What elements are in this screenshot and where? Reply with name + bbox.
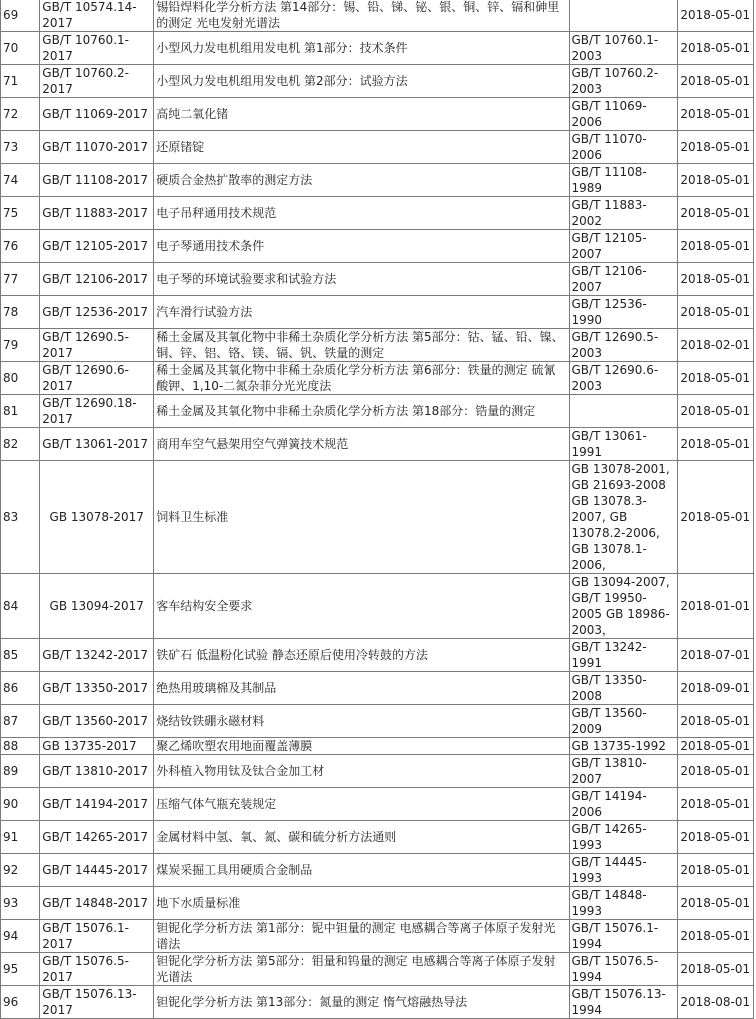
standard-title-cell: 外科植入物用钛及钛合金加工材 — [154, 755, 568, 787]
standard-title-cell: 煤炭采掘工具用硬质合金制品 — [154, 854, 568, 886]
replaced-standard-cell: GB/T 13560-2009 — [570, 705, 678, 737]
replaced-standard-cell: GB/T 13061-1991 — [570, 428, 678, 460]
standard-code-link[interactable]: GB/T 13061-2017 — [40, 428, 153, 460]
standard-code-link[interactable]: GB/T 11883-2017 — [40, 197, 153, 229]
replaced-standard-cell: GB/T 12105-2007 — [570, 230, 678, 262]
standard-title-cell: 高纯二氧化锗 — [154, 98, 568, 130]
row-number-cell: 95 — [1, 953, 39, 985]
standard-code-link[interactable]: GB/T 13350-2017 — [40, 672, 153, 704]
standard-title-cell: 钽铌化学分析方法 第1部分：铌中钽量的测定 电感耦合等离子体原子发射光谱法 — [154, 920, 568, 952]
standard-code-link[interactable]: GB/T 15076.5-2017 — [40, 953, 153, 985]
row-number-cell: 92 — [1, 854, 39, 886]
effective-date-cell: 2018-08-01 — [678, 986, 753, 1018]
effective-date-cell: 2018-05-01 — [678, 428, 753, 460]
row-number-cell: 89 — [1, 755, 39, 787]
effective-date-cell: 2018-05-01 — [678, 65, 753, 97]
row-number-cell: 94 — [1, 920, 39, 952]
replaced-standard-cell: GB/T 14194-2006 — [570, 788, 678, 820]
row-number-cell: 79 — [1, 329, 39, 361]
table-row — [1, 65, 753, 97]
table-row — [1, 263, 753, 295]
table-row — [1, 329, 753, 361]
effective-date-cell: 2018-05-01 — [678, 98, 753, 130]
standard-title-cell: 电子吊秤通用技术规范 — [154, 197, 568, 229]
row-number-cell: 81 — [1, 395, 39, 427]
replaced-standard-cell: GB/T 12690.5-2003 — [570, 329, 678, 361]
row-number-cell: 69 — [1, 0, 39, 31]
replaced-standard-cell: GB/T 14445-1993 — [570, 854, 678, 886]
standard-title-cell: 电子琴的环境试验要求和试验方法 — [154, 263, 568, 295]
row-number-cell: 75 — [1, 197, 39, 229]
row-number-cell: 80 — [1, 362, 39, 394]
replaced-standard-cell: GB/T 12690.6-2003 — [570, 362, 678, 394]
replaced-standard-cell: GB/T 12536-1990 — [570, 296, 678, 328]
effective-date-cell: 2018-05-01 — [678, 395, 753, 427]
row-number-cell: 73 — [1, 131, 39, 163]
standard-title-cell: 小型风力发电机组用发电机 第2部分：试验方法 — [154, 65, 568, 97]
row-number-cell: 87 — [1, 705, 39, 737]
effective-date-cell: 2018-07-01 — [678, 639, 753, 671]
effective-date-cell: 2018-05-01 — [678, 0, 753, 31]
table-row — [1, 705, 753, 737]
table-row — [1, 230, 753, 262]
replaced-standard-cell: GB/T 10760.1-2003 — [570, 32, 678, 64]
table-row — [1, 164, 753, 196]
table-row — [1, 953, 753, 985]
row-number-cell: 85 — [1, 639, 39, 671]
standard-title-cell: 锡铅焊料化学分析方法 第14部分：锡、铅、锑、铋、银、铜、锌、镉和砷里的测定 光电发射光谱法 — [154, 0, 568, 31]
standard-title-cell: 汽车滑行试验方法 — [154, 296, 568, 328]
table-row — [1, 32, 753, 64]
effective-date-cell: 2018-05-01 — [678, 230, 753, 262]
standard-title-cell: 地下水质量标准 — [154, 887, 568, 919]
standard-title-cell: 钽铌化学分析方法 第5部分：钼量和钨量的测定 电感耦合等离子体原子发射光谱法 — [154, 953, 568, 985]
row-number-cell: 86 — [1, 672, 39, 704]
effective-date-cell: 2018-05-01 — [678, 362, 753, 394]
standard-title-cell: 电子琴通用技术条件 — [154, 230, 568, 262]
effective-date-cell: 2018-05-01 — [678, 32, 753, 64]
standard-code-link[interactable]: GB/T 14848-2017 — [40, 887, 153, 919]
standard-code-link[interactable]: GB 13078-2017 — [40, 461, 153, 573]
row-number-cell: 74 — [1, 164, 39, 196]
replaced-standard-cell: GB/T 15076.13-1994 — [570, 986, 678, 1018]
row-number-cell: 96 — [1, 986, 39, 1018]
standard-code-link[interactable]: GB 13735-2017 — [40, 738, 153, 754]
effective-date-cell: 2018-02-01 — [678, 329, 753, 361]
effective-date-cell: 2018-05-01 — [678, 705, 753, 737]
standards-table-body — [1, 0, 753, 1018]
replaced-standard-cell: GB/T 12106-2007 — [570, 263, 678, 295]
standard-code-link[interactable]: GB/T 10760.1-2017 — [40, 32, 153, 64]
replaced-standard-cell: GB 13078-2001, GB 21693-2008 GB 13078.3-2007, GB 13078.2-2006, GB 13078.1-2006, — [570, 461, 678, 573]
row-number-cell: 88 — [1, 738, 39, 754]
effective-date-cell: 2018-05-01 — [678, 821, 753, 853]
standard-title-cell: 金属材料中氢、氧、氮、碳和硫分析方法通则 — [154, 821, 568, 853]
effective-date-cell: 2018-05-01 — [678, 920, 753, 952]
standard-code-link[interactable]: GB/T 12690.18-2017 — [40, 395, 153, 427]
row-number-cell: 84 — [1, 574, 39, 638]
effective-date-cell: 2018-05-01 — [678, 738, 753, 754]
row-number-cell: 93 — [1, 887, 39, 919]
effective-date-cell: 2018-05-01 — [678, 788, 753, 820]
effective-date-cell: 2018-09-01 — [678, 672, 753, 704]
table-row — [1, 395, 753, 427]
standard-code-link[interactable]: GB/T 11069-2017 — [40, 98, 153, 130]
replaced-standard-cell: GB/T 10760.2-2003 — [570, 65, 678, 97]
standard-title-cell: 压缩气体气瓶充装规定 — [154, 788, 568, 820]
standard-title-cell: 稀土金属及其氧化物中非稀土杂质化学分析方法 第18部分：锆量的测定 — [154, 395, 568, 427]
effective-date-cell: 2018-05-01 — [678, 263, 753, 295]
standard-title-cell: 硬质合金热扩散率的测定方法 — [154, 164, 568, 196]
table-row — [1, 986, 753, 1018]
row-number-cell: 71 — [1, 65, 39, 97]
table-row — [1, 98, 753, 130]
standard-title-cell: 还原锗锭 — [154, 131, 568, 163]
effective-date-cell: 2018-05-01 — [678, 131, 753, 163]
table-row — [1, 461, 753, 573]
table-row — [1, 428, 753, 460]
standard-title-cell: 客车结构安全要求 — [154, 574, 568, 638]
replaced-standard-cell: GB 13094-2007, GB/T 19950-2005 GB 18986-2003， — [570, 574, 678, 638]
effective-date-cell: 2018-05-01 — [678, 887, 753, 919]
table-row — [1, 738, 753, 754]
replaced-standard-cell: GB/T 11108-1989 — [570, 164, 678, 196]
table-row — [1, 920, 753, 952]
table-row — [1, 639, 753, 671]
row-number-cell: 72 — [1, 98, 39, 130]
standard-title-cell: 稀土金属及其氧化物中非稀土杂质化学分析方法 第5部分：钴、锰、铅、镍、铜、锌、铝、铬、镁、镉、钒、铁量的测定 — [154, 329, 568, 361]
table-row — [1, 0, 753, 31]
row-number-cell: 90 — [1, 788, 39, 820]
standard-code-link[interactable]: GB/T 12690.6-2017 — [40, 362, 153, 394]
standard-title-cell: 铁矿石 低温粉化试验 静态还原后使用冷转鼓的方法 — [154, 639, 568, 671]
table-row — [1, 131, 753, 163]
replaced-standard-cell: GB/T 13810-2007 — [570, 755, 678, 787]
standard-code-link[interactable]: GB/T 12106-2017 — [40, 263, 153, 295]
table-row — [1, 672, 753, 704]
standard-title-cell: 小型风力发电机组用发电机 第1部分：技术条件 — [154, 32, 568, 64]
standard-code-link[interactable]: GB/T 10574.14-2017 — [40, 0, 153, 31]
replaced-standard-cell: GB/T 11069-2006 — [570, 98, 678, 130]
table-row — [1, 574, 753, 638]
standard-code-link[interactable]: GB/T 14445-2017 — [40, 854, 153, 886]
table-row — [1, 854, 753, 886]
row-number-cell: 83 — [1, 461, 39, 573]
replaced-standard-cell: GB/T 14265-1993 — [570, 821, 678, 853]
table-row — [1, 887, 753, 919]
replaced-standard-cell: GB/T 13242-1991 — [570, 639, 678, 671]
standard-code-link[interactable]: GB/T 10760.2-2017 — [40, 65, 153, 97]
standard-title-cell: 饲料卫生标准 — [154, 461, 568, 573]
replaced-standard-cell: GB/T 13350-2008 — [570, 672, 678, 704]
replaced-standard-cell: GB/T 15076.5-1994 — [570, 953, 678, 985]
replaced-standard-cell: GB/T 14848-1993 — [570, 887, 678, 919]
table-row — [1, 788, 753, 820]
replaced-standard-cell — [570, 0, 678, 31]
standard-code-link[interactable]: GB/T 14265-2017 — [40, 821, 153, 853]
standard-code-link[interactable]: GB/T 12690.5-2017 — [40, 329, 153, 361]
standard-code-link[interactable]: GB/T 12536-2017 — [40, 296, 153, 328]
standard-code-link[interactable]: GB/T 13810-2017 — [40, 755, 153, 787]
table-row — [1, 362, 753, 394]
table-row — [1, 197, 753, 229]
standard-code-link[interactable]: GB/T 12105-2017 — [40, 230, 153, 262]
effective-date-cell: 2018-05-01 — [678, 197, 753, 229]
table-row — [1, 821, 753, 853]
standard-code-link[interactable]: GB/T 11070-2017 — [40, 131, 153, 163]
effective-date-cell: 2018-05-01 — [678, 164, 753, 196]
effective-date-cell: 2018-05-01 — [678, 854, 753, 886]
effective-date-cell: 2018-05-01 — [678, 296, 753, 328]
standard-title-cell: 聚乙烯吹塑农用地面覆盖薄膜 — [154, 738, 568, 754]
standard-code-link[interactable]: GB/T 14194-2017 — [40, 788, 153, 820]
row-number-cell: 77 — [1, 263, 39, 295]
replaced-standard-cell: GB 13735-1992 — [570, 738, 678, 754]
table-row — [1, 296, 753, 328]
replaced-standard-cell: GB/T 15076.1-1994 — [570, 920, 678, 952]
replaced-standard-cell: GB/T 11883-2002 — [570, 197, 678, 229]
standard-title-cell: 烧结钕铁硼永磁材料 — [154, 705, 568, 737]
standard-title-cell: 钽铌化学分析方法 第13部分：氮量的测定 惰气熔融热导法 — [154, 986, 568, 1018]
effective-date-cell: 2018-05-01 — [678, 461, 753, 573]
replaced-standard-cell: GB/T 11070-2006 — [570, 131, 678, 163]
standard-title-cell: 绝热用玻璃棉及其制品 — [154, 672, 568, 704]
effective-date-cell: 2018-05-01 — [678, 755, 753, 787]
standard-code-link[interactable]: GB 13094-2017 — [40, 574, 153, 638]
standard-code-link[interactable]: GB/T 13242-2017 — [40, 639, 153, 671]
standard-code-link[interactable]: GB/T 15076.13-2017 — [40, 986, 153, 1018]
row-number-cell: 78 — [1, 296, 39, 328]
row-number-cell: 82 — [1, 428, 39, 460]
replaced-standard-cell — [570, 395, 678, 427]
standard-title-cell: 商用车空气悬架用空气弹簧技术规范 — [154, 428, 568, 460]
effective-date-cell: 2018-01-01 — [678, 574, 753, 638]
standard-code-link[interactable]: GB/T 15076.1-2017 — [40, 920, 153, 952]
standard-code-link[interactable]: GB/T 11108-2017 — [40, 164, 153, 196]
standard-title-cell: 稀土金属及其氧化物中非稀土杂质化学分析方法 第6部分：铁量的测定 硫氰酸钾、1,10-二氮杂菲分光光度法 — [154, 362, 568, 394]
table-row — [1, 755, 753, 787]
standard-code-link[interactable]: GB/T 13560-2017 — [40, 705, 153, 737]
row-number-cell: 70 — [1, 32, 39, 64]
row-number-cell: 76 — [1, 230, 39, 262]
effective-date-cell: 2018-05-01 — [678, 953, 753, 985]
row-number-cell: 91 — [1, 821, 39, 853]
